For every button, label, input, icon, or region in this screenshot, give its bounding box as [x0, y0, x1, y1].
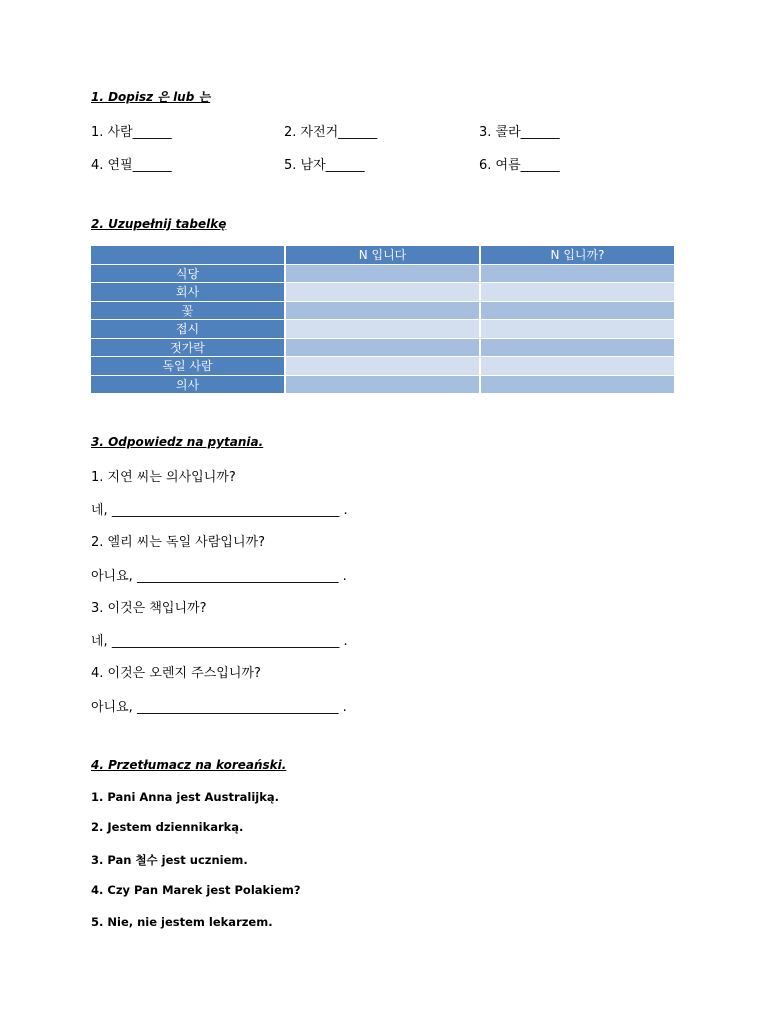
answer-cell[interactable] [286, 357, 479, 376]
answer-line: 아니요, _______________________________ . [91, 700, 347, 715]
section4-heading: 4. Przetłumacz na koreański. [91, 758, 287, 772]
answer-line: 아니요, _______________________________ . [91, 569, 347, 584]
answer-cell[interactable] [481, 357, 674, 376]
answer-cell[interactable] [286, 283, 479, 302]
exercise1-item: 6. 여름______ [479, 158, 560, 173]
table-row-label: 꽃 [91, 302, 284, 321]
table-row [91, 376, 674, 395]
table-row [91, 357, 674, 376]
answer-cell[interactable] [481, 302, 674, 321]
answer-cell[interactable] [286, 320, 479, 339]
translation-item: 5. Nie, nie jestem lekarzem. [91, 915, 273, 929]
translation-item: 1. Pani Anna jest Australijką. [91, 790, 279, 804]
table-row-label: 독일 사람 [91, 357, 284, 376]
answer-cell[interactable] [286, 265, 479, 284]
table-header-cell: N 입니다 [286, 246, 479, 265]
translation-item: 4. Czy Pan Marek jest Polakiem? [91, 883, 301, 897]
table-row-label: 접시 [91, 320, 284, 339]
answer-cell[interactable] [481, 320, 674, 339]
answer-line: 네, ___________________________________ . [91, 503, 348, 518]
section3-heading: 3. Odpowiedz na pytania. [91, 435, 264, 449]
answer-cell[interactable] [481, 376, 674, 395]
table-header-row [91, 246, 674, 265]
exercise1-item: 4. 연필______ [91, 158, 172, 173]
answer-cell[interactable] [286, 339, 479, 358]
question-line: 2. 엘리 씨는 독일 사람입니까? [91, 535, 265, 550]
table-row-label: 의사 [91, 376, 284, 395]
answer-cell[interactable] [286, 302, 479, 321]
exercise1-item: 1. 사람______ [91, 125, 172, 140]
answer-cell[interactable] [481, 339, 674, 358]
table-row [91, 302, 674, 321]
translation-item: 3. Pan 철수 jest uczniem. [91, 853, 248, 867]
exercise1-item: 2. 자전거______ [284, 125, 378, 140]
fill-in-table [89, 246, 676, 394]
question-line: 4. 이것은 오렌지 주스입니까? [91, 666, 261, 681]
table-header-cell: N 입니까? [481, 246, 674, 265]
table-row-label: 회사 [91, 283, 284, 302]
section1-heading: 1. Dopisz 은 lub 는 [91, 90, 211, 104]
table-row-label: 젓가락 [91, 339, 284, 358]
table-header-cell [91, 246, 284, 265]
table-row [91, 265, 674, 284]
table-row [91, 320, 674, 339]
translation-item: 2. Jestem dziennikarką. [91, 820, 244, 834]
question-line: 3. 이것은 책입니까? [91, 601, 207, 616]
answer-cell[interactable] [286, 376, 479, 395]
answer-line: 네, ___________________________________ . [91, 634, 348, 649]
answer-cell[interactable] [481, 283, 674, 302]
exercise1-item: 5. 남자______ [284, 158, 365, 173]
answer-cell[interactable] [481, 265, 674, 284]
question-line: 1. 지연 씨는 의사입니까? [91, 470, 236, 485]
table-row-label: 식당 [91, 265, 284, 284]
table-row [91, 339, 674, 358]
section2-heading: 2. Uzupełnij tabelkę [91, 217, 227, 231]
table-row [91, 283, 674, 302]
exercise1-item: 3. 콜라______ [479, 125, 560, 140]
